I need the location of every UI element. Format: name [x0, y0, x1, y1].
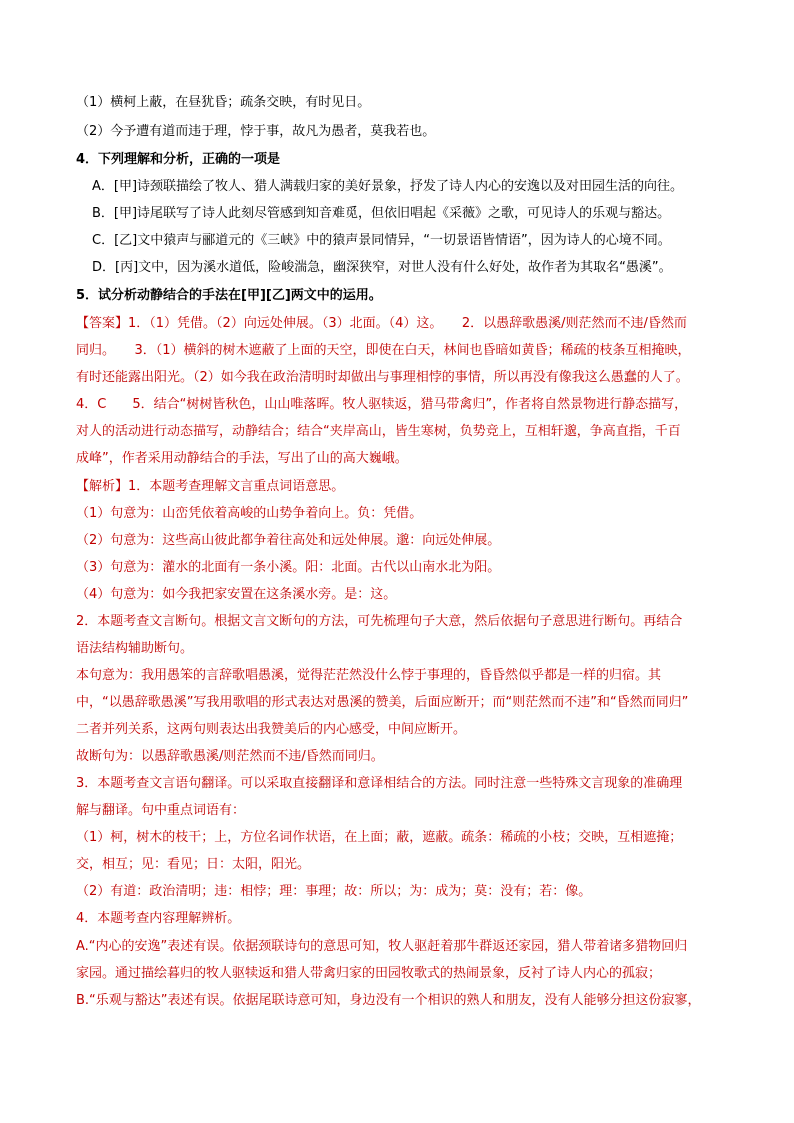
analysis-line: 故断句为：以愚辞歌愚溪/则茫然而不违/昏然而同归。: [76, 749, 384, 764]
answer-line: 成峰”，作者采用动静结合的手法，写出了山的高大巍峨。: [76, 451, 408, 466]
analysis-line: 本句意为：我用愚笨的言辞歌唱愚溪，觉得茫茫然没什么悖于事理的，昏昏然似乎都是一样的归宿。其: [76, 668, 662, 683]
text-line: （1）横柯上蔽，在昼犹昏；疏条交映，有时见日。: [76, 95, 371, 110]
answer-line: 有时还能露出阳光。（2）如今我在政治清明时却做出与事理相悖的事情，所以再没有像我这么愚蠢的人了。: [76, 370, 689, 385]
answer-line: 【答案】1．（1）凭借。（2）向远处伸展。（3）北面。（4）这。 2．以愚辞歌愚溪/则茫然而不违/昏然而: [76, 316, 687, 331]
analysis-line: （3）句意为：灌水的北面有一条小溪。阳：北面。古代以山南水北为阳。: [76, 560, 501, 575]
analysis-line: A.“内心的安逸”表述有误。依据颈联诗句的意思可知，牧人驱赶着那牛群返还家园，猎人带着诸多猎物回归: [76, 939, 688, 954]
analysis-line: B.“乐观与豁达”表述有误。依据尾联诗意可知，身边没有一个相识的熟人和朋友，没有人能够分担这份寂寥，: [76, 993, 701, 1008]
analysis-line: 语法结构辅助断句。: [76, 641, 194, 656]
analysis-line: （4）句意为：如今我把家安置在这条溪水旁。是：这。: [76, 587, 397, 602]
analysis-line: 2．本题考查文言断句。根据文言文断句的方法，可先梳理句子大意，然后依据句子意思进行断句。再结合: [76, 614, 683, 629]
analysis-line: 交，相互；见：看见；日：太阳，阳光。: [76, 857, 311, 872]
question-heading: 5．试分析动静结合的手法在[甲][乙]两文中的运用。: [76, 288, 382, 303]
answer-line: 对人的活动进行动态描写，动静结合；结合“夹岸高山，皆生寒树，负势竞上，互相轩邈，争高直指，千百: [76, 424, 681, 439]
answer-line: 同归。 3．（1）横斜的树木遮蔽了上面的天空，即使在白天，林间也昏暗如黄昏；稀疏的枝条互相掩映，: [76, 343, 691, 358]
analysis-line: （2）句意为：这些高山彼此都争着往高处和远处伸展。邈：向远处伸展。: [76, 533, 501, 548]
analysis-line: 二者并列关系，这两句则表达出我赞美后的内心感受，中间应断开。: [76, 722, 467, 737]
analysis-line: 家园。通过描绘暮归的牧人驱犊返和猎人带禽归家的田园牧歌式的热闹景象，反衬了诗人内心的孤寂；: [76, 966, 662, 981]
analysis-line: （1）句意为：山峦凭依着高峻的山势争着向上。负：凭借。: [76, 506, 423, 521]
analysis-line: （1）柯，树木的枝干；上，方位名词作状语，在上面；蔽，遮蔽。疏条：稀疏的小枝；交映，互相遮掩；: [76, 830, 683, 845]
text-line: （2）今予遭有道而违于理，悖于事，故凡为愚者，莫我若也。: [76, 124, 436, 139]
analysis-line: 中，“以愚辞歌愚溪”写我用歌唱的形式表达对愚溪的赞美，后面应断开；而“则茫然而不违”和“昏然而同归”: [76, 695, 689, 710]
analysis-line: （2）有道：政治清明；违：相悖；理：事理；故：所以；为：成为；莫：没有；若：像。: [76, 884, 592, 899]
answer-line: 4．C 5．结合“树树皆秋色，山山唯落晖。牧人驱犊返，猎马带禽归”，作者将自然景物进行静态描写，: [76, 397, 688, 412]
question-heading: 4．下列理解和分析，正确的一项是: [76, 152, 281, 167]
option-c: C．[乙]文中猿声与郦道元的《三峡》中的猿声景同情异，“一切景语皆情语”，因为诗人的心境不同。: [92, 233, 671, 248]
option-a: A．[甲]诗颈联描绘了牧人、猎人满载归家的美好景象，抒发了诗人内心的安逸以及对田园生活的向往。: [92, 179, 684, 194]
option-b: B．[甲]诗尾联写了诗人此刻尽管感到知音难觅，但依旧唱起《采薇》之歌，可见诗人的乐观与豁达。: [92, 206, 671, 221]
analysis-line: 解与翻译。句中重点词语有：: [76, 803, 246, 818]
option-d: D．[丙]文中，因为溪水道低，险峻湍急，幽深狭窄，对世人没有什么好处，故作者为其取名“愚溪”。: [92, 260, 672, 275]
analysis-heading: 【解析】1．本题考查理解文言重点词语意思。: [76, 479, 345, 494]
analysis-line: 3．本题考查文言语句翻译。可以采取直接翻译和意译相结合的方法。同时注意一些特殊文言现象的准确理: [76, 776, 683, 791]
analysis-line: 4．本题考查内容理解辨析。: [76, 911, 241, 926]
